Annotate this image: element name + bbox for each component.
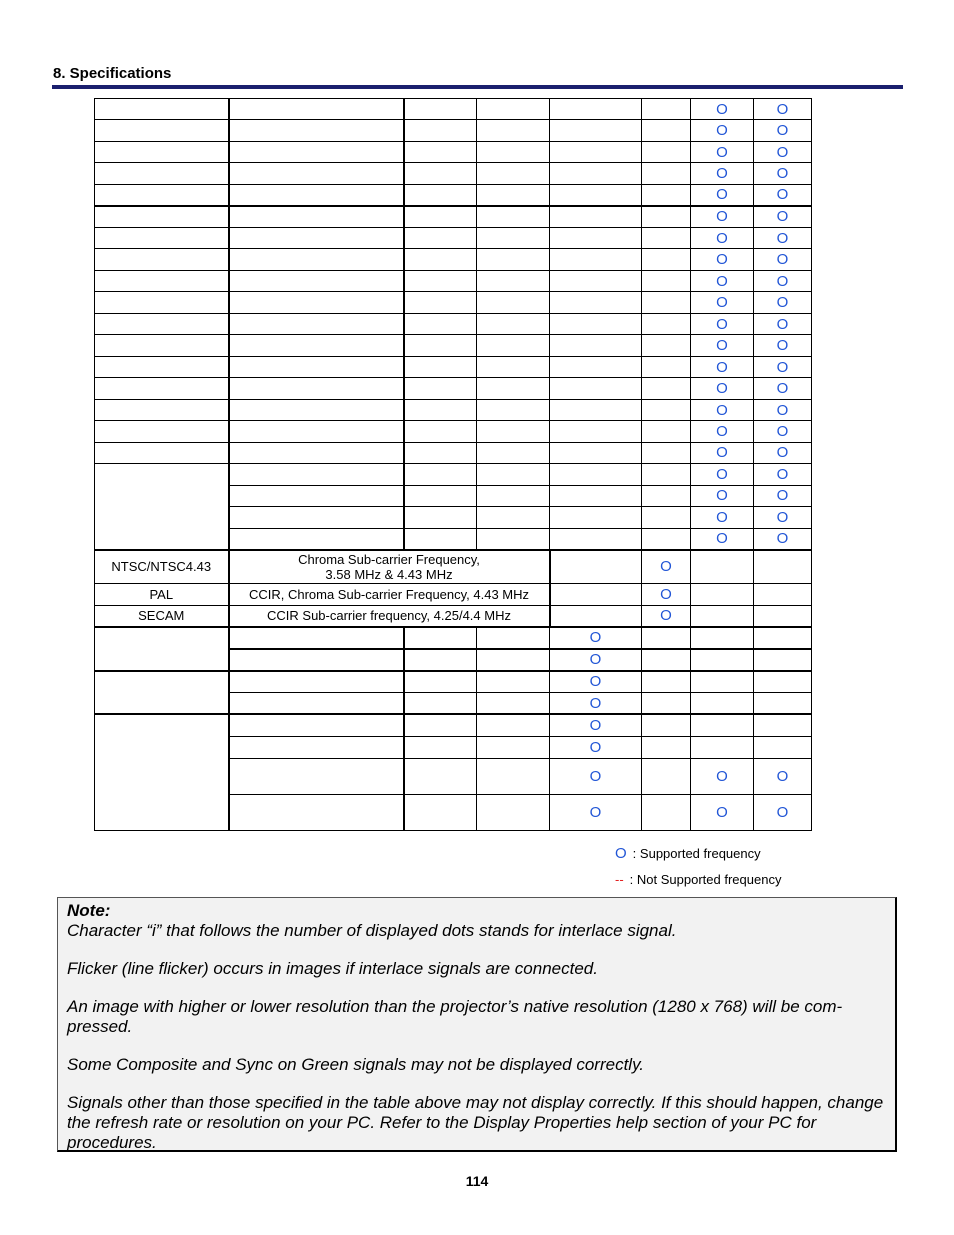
supported-mark: O bbox=[691, 163, 754, 184]
table-row bbox=[95, 313, 812, 334]
supported-mark: O bbox=[691, 442, 754, 463]
table-row bbox=[95, 141, 812, 162]
table-row-ntsc bbox=[95, 550, 812, 584]
supported-mark: O bbox=[754, 249, 812, 270]
supported-mark: O bbox=[691, 528, 754, 549]
table-row bbox=[95, 120, 812, 141]
supported-mark: O bbox=[754, 99, 812, 120]
table-row bbox=[95, 99, 812, 120]
supported-mark: O bbox=[691, 399, 754, 420]
supported-mark: O bbox=[754, 464, 812, 485]
supported-mark: O bbox=[754, 141, 812, 162]
supported-mark: O bbox=[754, 292, 812, 313]
supported-mark: O bbox=[691, 464, 754, 485]
supported-mark: O bbox=[754, 163, 812, 184]
note-paragraph: An image with higher or lower resolution than the projector’s native resolution (1280 x 768) will be com- pressed. bbox=[67, 997, 843, 1036]
legend-supported-text: Supported frequency bbox=[639, 846, 761, 861]
section-title: 8. Specifications bbox=[53, 65, 172, 82]
table-row bbox=[95, 421, 812, 442]
header-rule bbox=[52, 85, 903, 89]
supported-mark: O bbox=[691, 378, 754, 399]
supported-mark: O bbox=[550, 692, 642, 714]
supported-mark: O bbox=[754, 528, 812, 549]
supported-mark: O bbox=[550, 794, 642, 830]
signal-description: CCIR, Chroma Sub-carrier Frequency, 4.43 MHz bbox=[229, 584, 550, 605]
supported-mark: O bbox=[691, 184, 754, 205]
supported-mark: O bbox=[754, 335, 812, 356]
supported-mark: O bbox=[754, 184, 812, 205]
legend-not-supported-text: Not Supported frequency bbox=[636, 872, 782, 887]
table-row bbox=[95, 464, 812, 485]
supported-mark: O bbox=[691, 758, 754, 794]
supported-mark: O bbox=[691, 249, 754, 270]
table-row bbox=[95, 399, 812, 420]
supported-mark: O bbox=[691, 356, 754, 377]
supported-mark: O bbox=[642, 550, 691, 584]
supported-mark: O bbox=[642, 605, 691, 626]
signal-description: CCIR Sub-carrier frequency, 4.25/4.4 MHz bbox=[229, 605, 550, 626]
table-row bbox=[95, 292, 812, 313]
signal-name: NTSC/NTSC4.43 bbox=[95, 550, 229, 584]
supported-mark: O bbox=[691, 507, 754, 528]
table-row-pal bbox=[95, 584, 812, 605]
supported-mark: O bbox=[754, 442, 812, 463]
table-row bbox=[95, 184, 812, 205]
signal-description-line: 3.58 MHz & 4.43 MHz bbox=[325, 566, 453, 582]
table-row bbox=[95, 270, 812, 291]
supported-mark: O bbox=[691, 270, 754, 291]
supported-mark: O bbox=[754, 313, 812, 334]
table-row bbox=[95, 714, 812, 736]
signal-name: SECAM bbox=[95, 605, 229, 626]
supported-mark: O bbox=[642, 584, 691, 605]
supported-mark: O bbox=[754, 270, 812, 291]
supported-mark: O bbox=[615, 845, 627, 862]
page-number: 114 bbox=[465, 1173, 489, 1189]
legend-separator: : bbox=[629, 872, 634, 887]
supported-mark: O bbox=[550, 758, 642, 794]
supported-mark: O bbox=[691, 99, 754, 120]
signal-description bbox=[229, 550, 550, 584]
legend-supported bbox=[615, 845, 761, 862]
supported-mark: O bbox=[691, 206, 754, 227]
signal-description-line: Chroma Sub-carrier Frequency, bbox=[298, 551, 480, 567]
supported-mark: O bbox=[754, 206, 812, 227]
supported-mark: O bbox=[691, 335, 754, 356]
table-row bbox=[95, 249, 812, 270]
supported-mark: O bbox=[691, 292, 754, 313]
supported-mark: O bbox=[754, 378, 812, 399]
supported-mark: O bbox=[691, 227, 754, 248]
supported-mark: O bbox=[754, 399, 812, 420]
note-paragraph: Character “i” that follows the number of displayed dots stands for interlace signal. bbox=[67, 921, 677, 940]
supported-mark: O bbox=[550, 714, 642, 736]
supported-mark: O bbox=[754, 227, 812, 248]
signal-table bbox=[94, 98, 812, 831]
table-row bbox=[95, 356, 812, 377]
table-row-secam bbox=[95, 605, 812, 626]
supported-mark: O bbox=[550, 649, 642, 671]
legend-separator: : bbox=[632, 846, 637, 861]
supported-mark: O bbox=[754, 421, 812, 442]
table-row bbox=[95, 442, 812, 463]
table-row bbox=[95, 206, 812, 227]
supported-mark: O bbox=[754, 356, 812, 377]
supported-mark: O bbox=[691, 794, 754, 830]
table-row bbox=[95, 163, 812, 184]
table-row bbox=[95, 627, 812, 649]
supported-mark: O bbox=[754, 507, 812, 528]
supported-mark: O bbox=[691, 421, 754, 442]
note-paragraph: Signals other than those specified in the table above may not display correctly. If this should happen, change the refresh rate or resolution on your PC. Refer to the Display Properties help section of your PC for procedures. bbox=[67, 1093, 884, 1152]
supported-mark: O bbox=[691, 120, 754, 141]
table-row bbox=[95, 671, 812, 693]
supported-mark: O bbox=[754, 120, 812, 141]
supported-mark: O bbox=[691, 313, 754, 334]
supported-mark: O bbox=[754, 758, 812, 794]
table-row bbox=[95, 227, 812, 248]
not-supported-mark: -- bbox=[615, 872, 624, 887]
legend-not-supported bbox=[615, 872, 781, 887]
supported-mark: O bbox=[754, 485, 812, 506]
note-box bbox=[57, 897, 897, 1152]
supported-mark: O bbox=[550, 736, 642, 758]
signal-name: PAL bbox=[95, 584, 229, 605]
table-row bbox=[95, 378, 812, 399]
supported-mark: O bbox=[691, 485, 754, 506]
note-paragraph: Flicker (line flicker) occurs in images if interlace signals are connected. bbox=[67, 959, 598, 978]
supported-mark: O bbox=[550, 671, 642, 693]
supported-mark: O bbox=[691, 141, 754, 162]
table-row bbox=[95, 335, 812, 356]
note-title: Note: bbox=[67, 901, 111, 920]
note-paragraph: Some Composite and Sync on Green signals may not be displayed correctly. bbox=[67, 1055, 645, 1074]
supported-mark: O bbox=[754, 794, 812, 830]
supported-mark: O bbox=[550, 627, 642, 649]
